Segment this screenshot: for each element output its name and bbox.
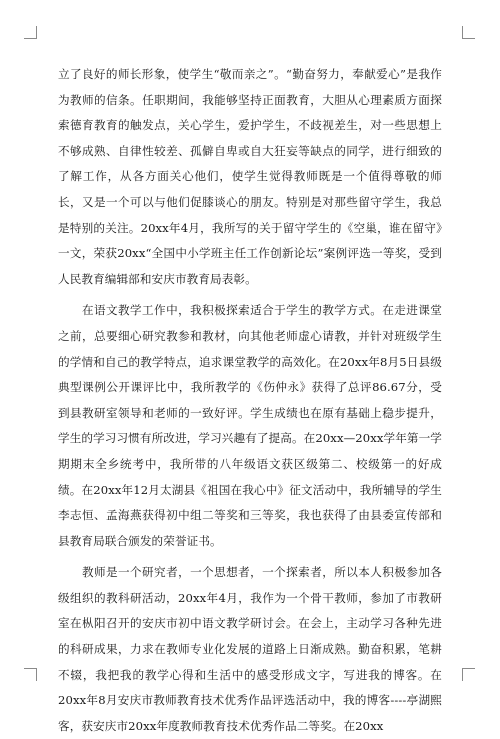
crop-mark-bottom-right	[462, 668, 475, 681]
crop-mark-top-right	[462, 26, 475, 39]
document-body	[58, 62, 442, 739]
paragraph-1: 立了良好的师长形象，使学生“敬而亲之”。“勤奋努力，奉献爱心”是我作为教师的信条。任职期间，我能够坚持正面教育，大胆从心理素质方面探索德育教育的触发点，关心学生，爱护学生，不歧视差生，对一些思想上不够成熟、自律性较差、孤僻自卑或自大狂妄等缺点的同学，进行细致的了解工作，从各方面关心他们，使学生觉得教师既是一个值得尊敬的师长，又是一个可以与他们促膝谈心的朋友。特别是对那些留守学生，我总是特别的关注。20xx年4月，我所写的关于留守学生的《空巢，谁在留守》一文，荣获20xx“全国中小学班主任工作创新论坛”案例评选一等奖，受到人民教育编辑部和安庆市教育局表彰。	[58, 67, 442, 286]
paragraph-2: 在语文教学工作中，我积极探索适合于学生的教学方式。在走进课堂之前，总要细心研究教参和教材，向其他老师虚心请教，并针对班级学生的学情和自己的教学特点，追求课堂教学的高效化。在20xx年8月5日县级典型课例公开课评比中，我所教学的《伤仲永》获得了总评86.67分，受到县教研室领导和老师的一致好评。学生成绩也在原有基础上稳步提升，学生的学习习惯有所改进，学习兴趣有了提高。在20xx—20xx学年第一学期期末全乡统考中，我所带的八年级语文获区级第二、校级第一的好成绩。在20xx年12月太湖县《祖国在我心中》征文活动中，我所辅导的学生李志恒、孟海燕获得初中组二等奖和三等奖，我也获得了由县委宣传部和县教育局联合颁发的荣誉证书。	[58, 303, 442, 548]
paragraph-3: 教师是一个研究者，一个思想者，一个探索者，所以本人积极参加各级组织的教科研活动，20xx年4月，我作为一个骨干教师，参加了市教研室在枞阳召开的安庆市初中语文教学研讨会。在会上，主动学习各种先进的科研成果，力求在教师专业化发展的道路上日渐成熟。勤奋积累，笔耕不辍，我把我的教学心得和生活中的感受形成文字，写进我的博客。在20xx年8月安庆市教师教育技术优秀作品评选活动中，我的博客----亭湖熙客，获安庆市20xx年度教师教育技术优秀作品二等奖。在20xx	[58, 565, 442, 733]
crop-mark-top-left	[24, 26, 37, 39]
crop-mark-bottom-left	[24, 668, 37, 681]
